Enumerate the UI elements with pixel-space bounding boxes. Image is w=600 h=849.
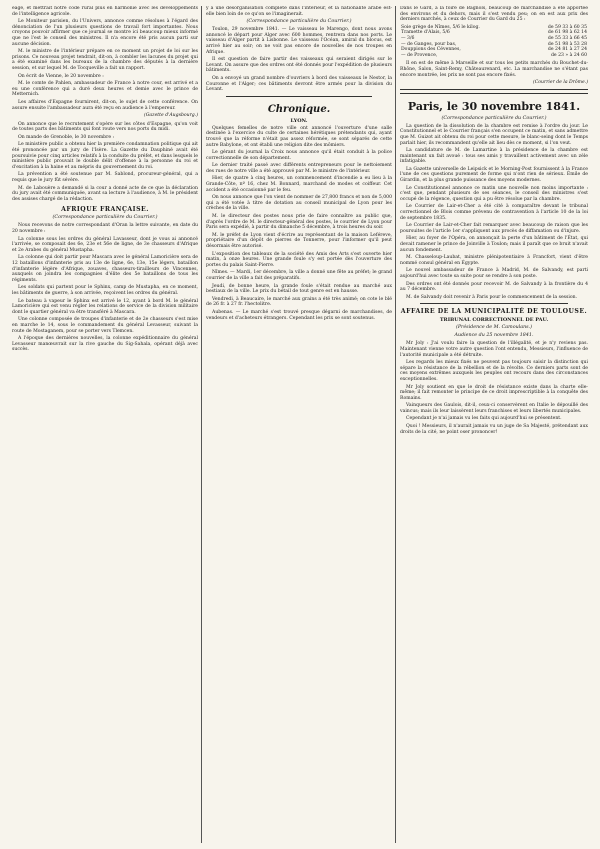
paragraph: Une colonne composée de troupes d'infanterie et de 2e chasseurs s'est mise en marche le 14, sous le commandement du général Levasseur, suivant la route de Mostaganem, pour se porter vers Tlemcen. bbox=[12, 317, 198, 334]
paragraph: La candidature de M. de Lamartine à la présidence de la chambre est maintenant un fait avoué : tous ses amis y travaillent activement avec un zèle infatigable. bbox=[400, 148, 588, 165]
paragraph: Le ministère public a obtenu hier la première condamnation politique qui ait été prononcée par un jury de l'Isère. La Gazette du Dauphiné avait été poursuivie pour cinq articles relatifs à la conduite du préfet, et dans lesquels le ministère public prouvait le double délit d'offense à la personne du roi et d'excitation à la haine et au mépris du gouvernement du roi. bbox=[12, 142, 198, 170]
price-value: de 24 81 à 27 24 bbox=[547, 47, 587, 53]
paragraph: M. de Labouère a demandé si la cour a donné acte de ce que la déclaration du jury avait été communiquée, avant sa lecture à l'audience, à M. le président des assises chargé de la rédaction. bbox=[12, 185, 198, 202]
price-value: de 51 98 à 53 28 bbox=[547, 41, 587, 47]
divider bbox=[420, 303, 568, 304]
paragraph: Il est question de faire partir des vaisseaux qui seraient dirigés sur le Levant. On assure que des ordres ont été donnés pour l'expédition de plusieurs bâtiments. bbox=[206, 57, 392, 74]
paragraph: Mr Joly : J'ai voulu faire la question de l'illégalité, et je n'y reviens pas. Maintenant vienne votre autre question l'ont entendu, Messieurs, l'influence de l'autorité municipale a été détruite. bbox=[400, 341, 588, 358]
paragraph: L'exposition des tableaux de la société des Amis des Arts s'est ouverte hier matin, à onze heures. Une grande foule s'y est portée dès l'ouverture des portes du palais Saint-Pierre. bbox=[206, 251, 392, 268]
paragraph: M. de Salvandy doit revenir à Paris pour le commencement de la session. bbox=[406, 294, 578, 300]
section-heading: AFRIQUE FRANÇAISE. bbox=[61, 206, 149, 214]
column-divider bbox=[395, 6, 396, 843]
price-item: Douppions des Cévennes, bbox=[401, 47, 461, 53]
paragraph: Nous recevons de notre correspondant d'Oran la lettre suivante, en date du 20 novembre : bbox=[12, 223, 198, 234]
column-3 bbox=[400, 6, 588, 843]
section-subheading: Audience du 25 novembre 1841. bbox=[454, 333, 534, 339]
paragraph: eage, et mettrait notre code rural plus en harmonie avec les développements de l'intelligence agricole. bbox=[12, 6, 198, 17]
paragraph: Le nouvel ambassadeur de France à Madrid, M. de Salvandy, est parti aujourd'hui avec toute sa suite pour se rendre à son poste. bbox=[400, 268, 588, 279]
paragraph: y a une désorganisation complète dans l'intérieur, et la nationalité arabe est-elle bien loin de ce qu'on se l'imaginerait. bbox=[206, 6, 392, 17]
paragraph: M. le directeur des postes nous prie de faire connaître au public que, d'après l'ordre de M. le directeur-général des postes, le courrier de Lyon pour Paris sera expédié, à partir du dimanche 5 décembre, à trois heures du soir. bbox=[206, 214, 392, 231]
section-subheading: (Correspondance particulière du Courrier.) bbox=[52, 215, 158, 221]
paragraph: Aubenas. — Le marché s'est trouvé presque dégarni de marchandises, de vendeurs et d'acheteurs étrangers. Cependant les prix se sont soutenus. bbox=[206, 309, 392, 321]
paragraph: On écrit de Vienne, le 20 novembre : bbox=[18, 73, 104, 79]
paragraph: Le Courrier de Lair-et-Cher a été cité à comparaître devant le tribunal correctionnel de Blois comme prévenu de contravention à l'article 10 de la loi de septembre 1835. bbox=[400, 204, 588, 221]
paragraph: La colonne qui doit partir pour Mascara avec le général Lamoricière sera de 12 bataillons d'infanterie pris au 13e de ligne, 6e, 13e, 15e légers, bataillon d'infanterie légère d'Afrique, zouaves, chasseurs-tirailleurs de Vincennes, auxquels on joindra les compagnies d'élite des 5e bataillons de tous les régiments. bbox=[12, 255, 198, 283]
paragraph: La Gazette universelle de Leipsick et le Morning-Post fournissent à la France l'une de ces questions purement de forme qui n'ont rien de sérieux. Émile de Girardin, et la plus grande puissance des moyens modernes. bbox=[400, 166, 588, 184]
paragraph: Hier, de quatre à cinq heures, un commencement d'incendie a eu lieu à la Grande-Côte, nº 16, chez M. Bonnard, marchand de modes et coiffeur. Cet accident a été occasionné par le feu. bbox=[206, 176, 392, 193]
price-value: de 23 » à 24 60 bbox=[550, 52, 587, 58]
paragraph: Cependant je n'ai jamais vu les faits qui aujourd'hui se présentent. bbox=[406, 416, 562, 422]
section-heading: AFFAIRE DE LA MUNICIPALITÉ DE TOULOUSE. bbox=[400, 308, 588, 316]
paragraph: M. le comte de Pahlen, ambassadeur de France à notre cour, est arrivé et a eu une conférence qui a duré deux heures et demie avec le prince de Metternich. bbox=[12, 81, 198, 98]
paragraph: Dans le Gard, à la foire de Bagnols, beaucoup de marchandise a été apportée des environs et du dehors, mais il s'est vendu peu; on en est aux prix des derniers marchés, à ceux de Courrier du Gard du 25 : bbox=[400, 6, 588, 23]
paragraph: La prévention a été soutenue par M. Sablond, procureur-général, qui a requis que le jury fût sévère. bbox=[12, 172, 198, 184]
source-citation: (Courrier de la Drôme.) bbox=[532, 80, 588, 86]
price-item: — de Ganges, pour bas, bbox=[401, 41, 457, 47]
paragraph: La colonne sous les ordres du général Lavasseur, dont je vous ai annoncé l'arrivée, se composait des 6e, 23e et 56e de ligne, de 3e chasseurs d'Afrique et 2e Arabes du général Mustapha. bbox=[12, 236, 198, 253]
paragraph: Hier, au foyer de l'Opéra, on annonçait la perte d'un bâtiment de l'État, qui devait ramener le prince de Joinville à Toulon; mais il paraît que ce bruit n'avait aucun fondement. bbox=[400, 236, 588, 253]
column-1 bbox=[12, 6, 198, 843]
paragraph: Toulon, 29 novembre 1841. — Le vaisseau le Marengo, dont nous avons annoncé le départ pour Alger avec 600 hommes, rentrera dans nos ports. Le vaisseau d'Alger partit à Lisbonne. Le vaisseau l'Océan, amiral du blocus, est arrivé hier au soir; on ne voit pas encore de nouvelles de nos troupes en Afrique. bbox=[206, 27, 392, 55]
paragraph: Il en est de même à Marseille et sur tous les petits marchés du Bouchet-du-Rhône, Salon, Saint-Remy, Châteaurenard, etc. La marchandise ne s'étant pas encore montrée, les prix ne sont pas encore fixés. bbox=[400, 61, 588, 78]
price-value: de 59 33 à 60 35 bbox=[547, 24, 587, 30]
price-item: — 3/6 bbox=[401, 35, 415, 41]
paragraph: Le Courrier de Lair-et-Cher fait remarquer avec beaucoup de raison que les poursuites de l'article 1er s'appliquent aux procès de diffamation ou d'injure. bbox=[400, 223, 588, 234]
paragraph: Les affaires d'Espagne fournirent, dit-on, le sujet de cette conférence. On assure ensuite l'ambassadeur aura été reçu en audience à l'empereur. bbox=[12, 99, 198, 111]
paragraph: On mande de Grenoble, le 30 novembre : bbox=[18, 134, 115, 140]
paragraph: Jeudi, de bonne heure, la grande foule s'était rendue au marché aux bestiaux de la ville. Le prix du bétail de tout genre est en hausse. bbox=[206, 283, 392, 295]
paragraph: A l'époque des dernières nouvelles, la colonne expéditionnaire du général Levasseur manœuvrait sur la rive gauche du Sig-Sahala, opérant déjà avec succès. bbox=[12, 336, 198, 353]
price-value: de 61 98 à 62 14 bbox=[547, 30, 587, 36]
paragraph: On a envoyé un grand nombre d'ouvriers à bord des vaisseaux le Nestor, la Couronne et l'Alger; ces bâtiments devront être armés pour la division du Levant. bbox=[206, 75, 392, 93]
paragraph: M. Chasseloup-Laubat, ministre plénipotentiaire à Francfort, vient d'être nommé consul général en Égypte. bbox=[400, 255, 588, 266]
price-item: Soie grège de Nîmes, 5/6 le kilog. bbox=[401, 24, 480, 30]
divider bbox=[400, 89, 588, 94]
paragraph: Le dernier traité passé avec différents entrepreneurs pour le nettoiement des rues de notre ville a été approuvé par M. le ministre de l'intérieur. bbox=[206, 163, 392, 174]
paragraph: Les regards les mieux fixés ne peuvent pas toujours saisir la distinction qui sépare la résistance de la rébellion et de la révolte. Ce derniers parts sont de ces moyens extrêmes auxquels les peuples ont recours dans des circonstances exceptionnelles. bbox=[400, 360, 588, 382]
paragraph: Mr Joly soutient en que le droit de résistance existe dans la charte elle-même; il fait remonter le principe de ce droit imprescriptible à la conquête des Romains. bbox=[400, 384, 588, 401]
section-subheading: (Correspondance particulière du Courrier.) bbox=[441, 115, 547, 121]
price-item: — de Provence, bbox=[401, 52, 438, 58]
price-value: de 55 33 à 66 45 bbox=[547, 35, 587, 41]
chronique-heading: Chronique. bbox=[267, 103, 331, 115]
section-heading: TRIBUNAL CORRECTIONNEL DE PAU. bbox=[439, 317, 549, 324]
paragraph: Vainqueurs des Gaulois, dit-il, ceux-ci conservèrent en Italie le dépouillé des vaincus; mais ils leur laissèrent leurs franchises et leurs libertés municipales. bbox=[400, 403, 588, 414]
section-subheading: (Présidence de M. Camoulans.) bbox=[455, 325, 533, 331]
column-2 bbox=[206, 6, 392, 843]
paragraph: M. le préfet de Lyon vient d'écrire au représentant de la maison Leféreve, propriétaire d'un dépôt de pierres de Tonnerre, pour l'informer qu'il peut désormais être autorisé. bbox=[206, 232, 392, 249]
paris-dateline: Paris, le 30 novembre 1841. bbox=[407, 99, 581, 113]
column-divider bbox=[201, 6, 202, 843]
city-heading: LYON. bbox=[290, 117, 308, 124]
paragraph: Le bateau à vapeur le Sphinx est arrivé le 12, ayant à bord M. le général Lamoricière qui est venu régler les relations de service de la division militaire dont le quartier général va être transféré à Mascara. bbox=[12, 298, 198, 315]
divider bbox=[226, 96, 372, 97]
price-row bbox=[400, 53, 588, 59]
price-table bbox=[400, 25, 588, 59]
paragraph: La question de la dissolution de la chambre est remise à l'ordre du jour. Le Constitutionnel et le Courrier français s'en occupent ce matin, et sans admettre que M. Guizot ait obtenu du roi pour cette mesure, le blanc-seing dont le Temps parlait hier, ils recommandent qu'elle ait lieu dès ce moment, si l'on veut. bbox=[400, 123, 588, 146]
paragraph: Le Constitutionnel annonce ce matin une nouvelle non moins importante : c'est que, pendant plusieurs de ses séances, le conseil des ministres s'est occupé de la régence, question qui a pu être résolue par la chambre. bbox=[400, 185, 588, 202]
paragraph: Les soldats qui partent pour le Sphinx, camp de Mustapha, en ce moment, les bâtiments de guerre, à son arrivée, reçoivent les ordres du général. bbox=[12, 285, 198, 296]
section-subheading: (Correspondance particulière du Courrier.) bbox=[246, 19, 352, 25]
paragraph: Quoi ! Messieurs, il n'aurait jamais vu un juge de Sa Majesté, prétendant aux droits de la cité, ne point oser prononcer! bbox=[400, 424, 588, 435]
paragraph: On annonce que le recrutement s'opère sur les côtes d'Espagne, qu'on voit de toutes parts des bâtiments qui font route vers nos ports du midi. bbox=[12, 121, 198, 133]
source-citation: (Gazette d'Augsbourg.) bbox=[143, 113, 198, 119]
paragraph: On nous annonce que l'on vient de nommer de 27,800 francs et non de 5,000 qui a été votée à titre de dotation au conseil municipal de Lyon pour les crèches de la ville. bbox=[206, 195, 392, 212]
price-item: Tramette d'Alais, 5/6 bbox=[401, 30, 450, 36]
paragraph: Quelques femelles de notre ville ont annoncé l'ouverture d'une salle destinée à l'exercice du culte de certaines hérétiques prétendants qui, ayant trouvé que la réforme n'était pas assez réformée, se sont séparés de cette autre Babylone, et ont établi une religion dite des mômiers. bbox=[206, 125, 392, 148]
paragraph: Le gérant du journal la Croix nous annonce qu'il était conduit à la police correctionnelle de son département. bbox=[206, 150, 392, 161]
paragraph: Des ordres ont été donnés pour recevoir M. de Salvandy à la frontière du 4 au 7 décembre. bbox=[400, 281, 588, 293]
paragraph: M. le ministre de l'intérieur prépare en ce moment un projet de loi sur les prisons. Ce nouveau projet tendrait, dit-on, à combler les lacunes du projet qui a été examiné dans les bureaux de la chambre des députés à la dernière session, et sur lequel M. de Tocqueville a fait un rapport. bbox=[12, 49, 198, 71]
paragraph: Nîmes. — Mardi, 1er décembre, la ville a donné une fête au préfet; le grand courrier de la ville a fait des préparatifs. bbox=[206, 270, 392, 281]
paragraph: Le Moniteur parisien, du l'Univers, annonce comme résolues à l'égard des dénonciation de l'un plusieurs questions de travail fort importantes. Nous croyons pouvoir affirmer que ce journal se montre ici beaucoup mieux informé que ne l'est le conseil des ministres. Il n'a encore été pris aucun parti sur aucune décision. bbox=[12, 19, 198, 47]
paragraph: Vendredi, à Beaucaire, le marché aux grains a été très animé; on cote le blé de 26 fr. à 27 fr. l'hectolitre. bbox=[206, 296, 392, 308]
